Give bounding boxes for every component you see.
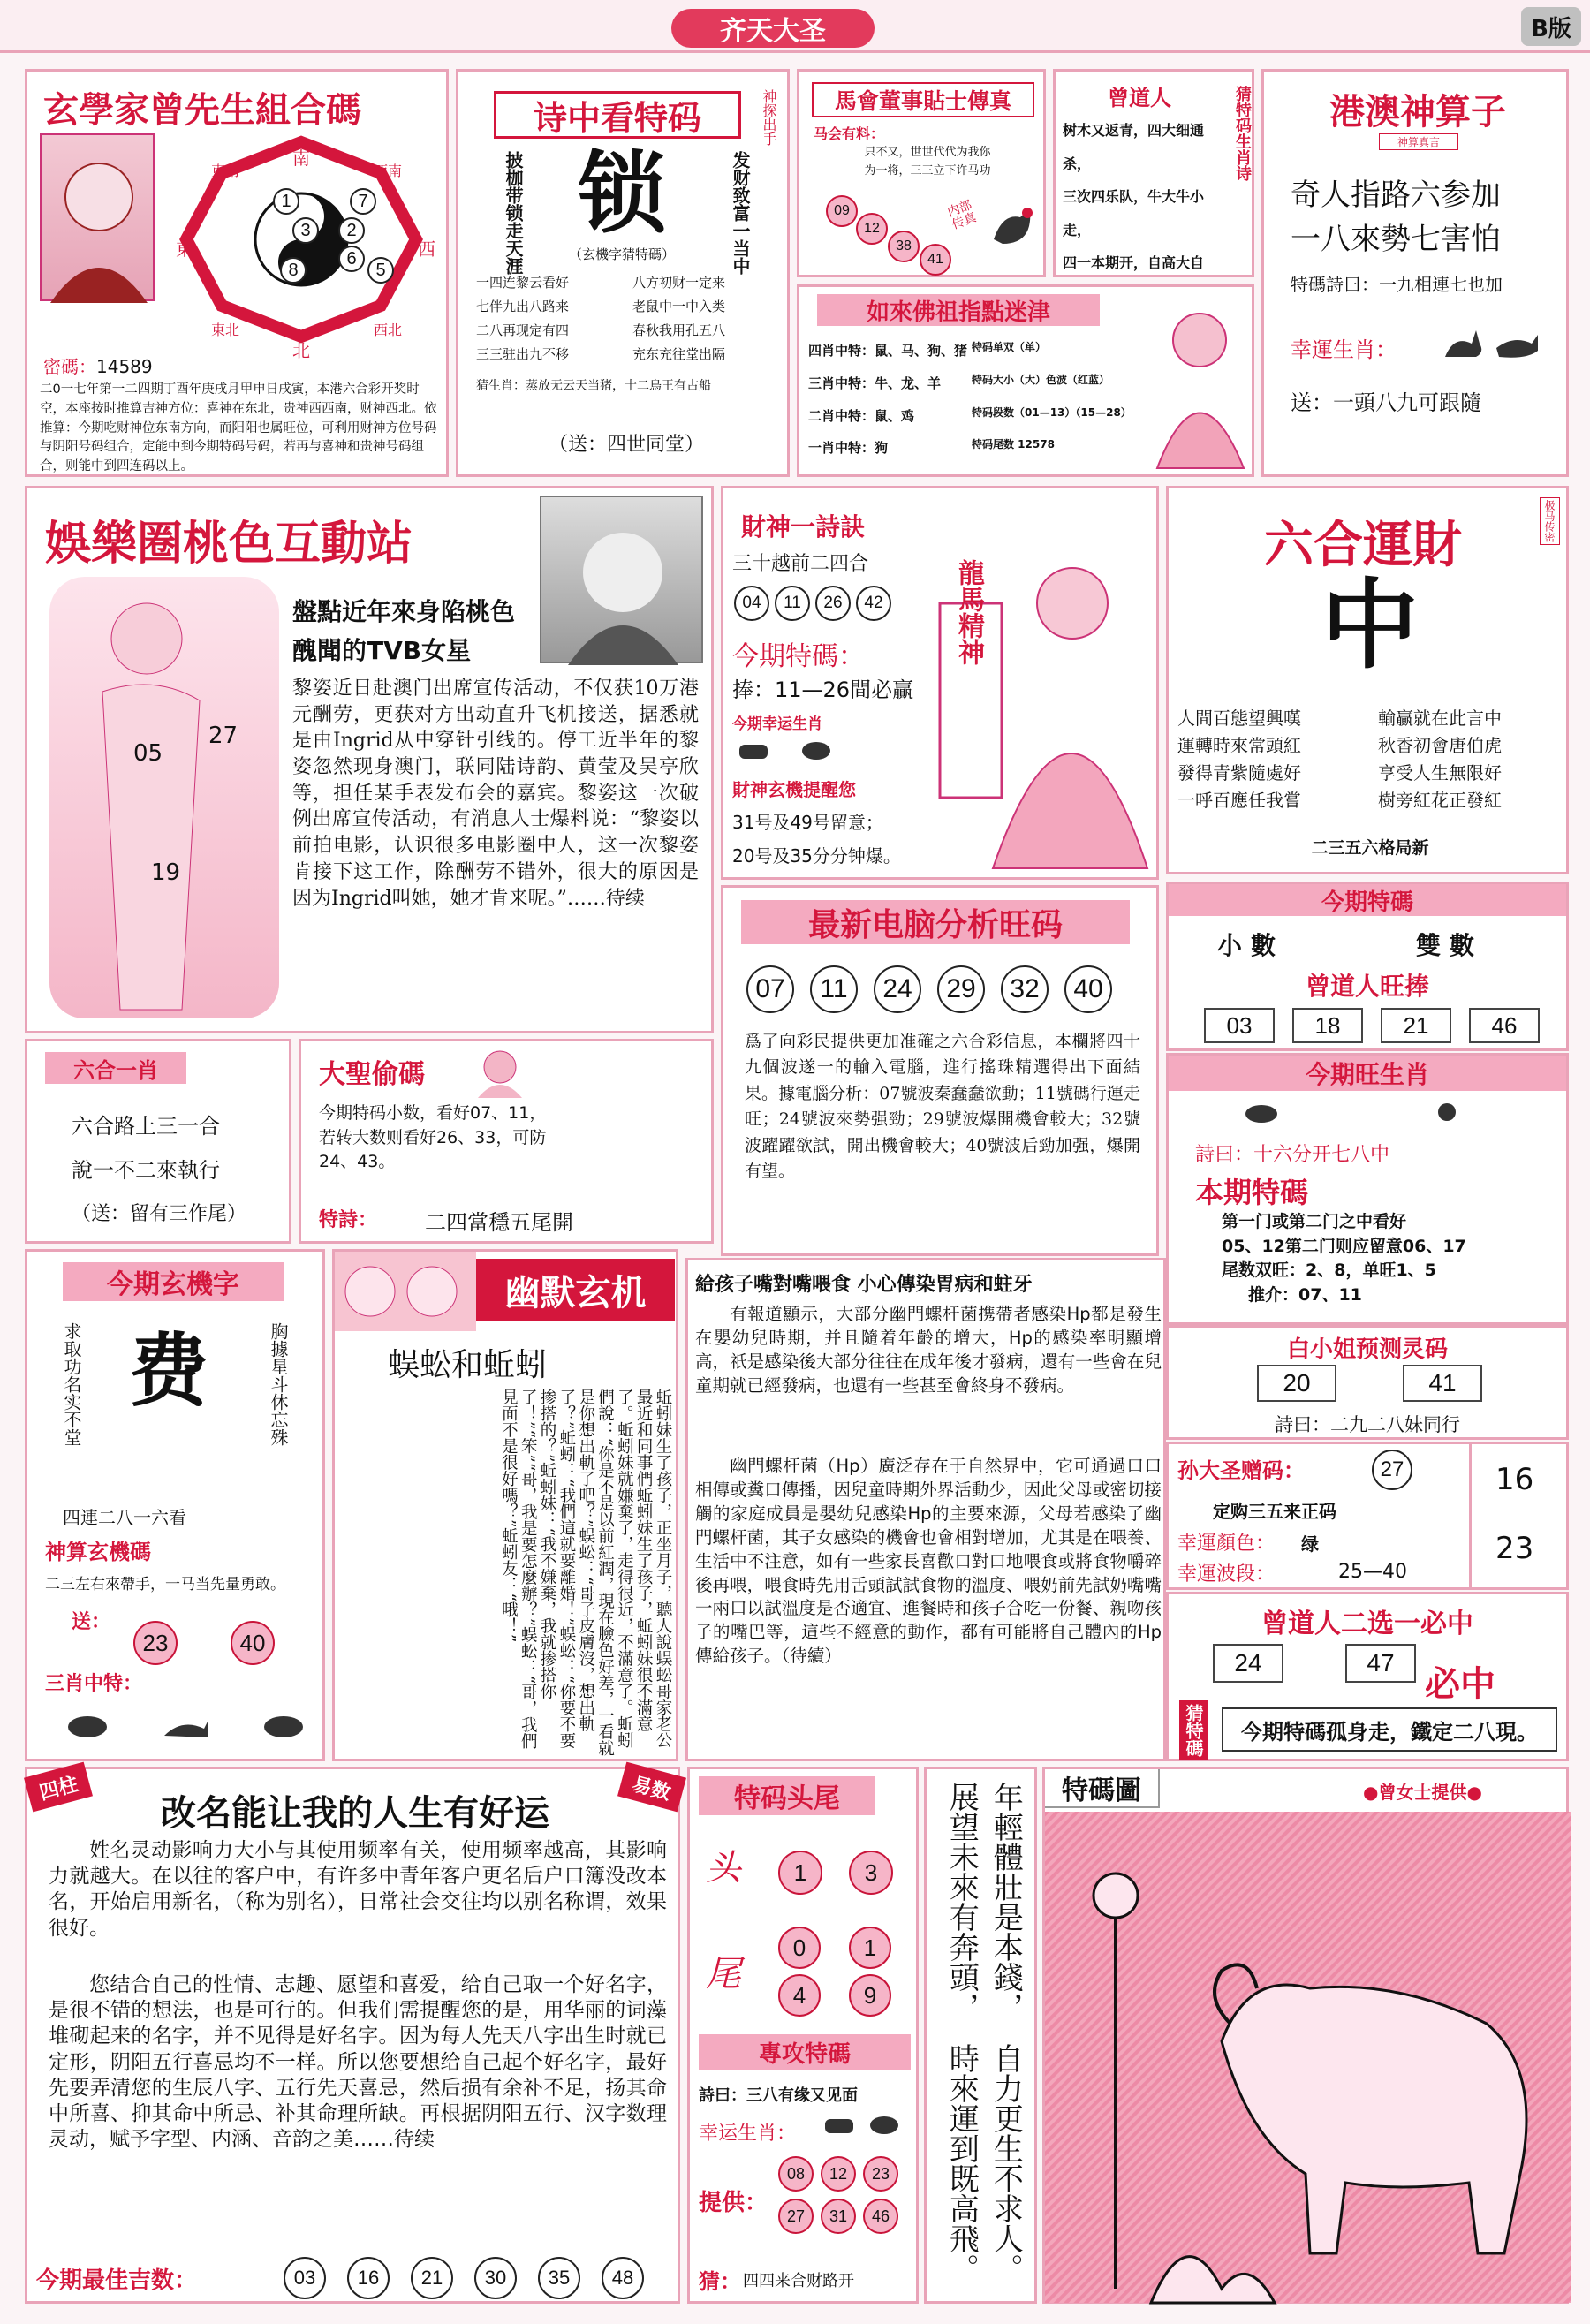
zeng-line-3: 四一本期开，自高大自	[1063, 254, 1205, 272]
health-p2: 幽門螺杆菌（Hp）廣泛存在于自然界中，它可通過口口相傳或糞口傳播，因兒童時期外界活動少，因此父母或密切接觸的家庭成員是嬰幼兒感染Hp的主要來源，父母若感染了幽門螺杆菌，其子女感染的機會也會相對增加，尤其是在喂養、生活中不注意，如有一些家長喜歡口對口地喂食或將食物嚼碎後再喂，喂食時先用舌頭試試食物的溫度、喂奶前先試奶嘴嘴一兩口以試溫度是否適宜、進餐時和孩子合吃一份餐、親吻孩子的嘴巴等，這些不經意的動作，都有可能將自己體內的Hp傳給孩子。（待續）	[695, 1456, 1162, 1667]
poem-line-5: 二八再现定有四	[476, 322, 570, 338]
edition-badge: B版	[1521, 7, 1581, 46]
dir-north: 北	[292, 340, 310, 361]
tail-ball-1: 0	[778, 1927, 821, 1969]
sun-ball: 27	[1372, 1450, 1412, 1490]
wang-lines	[1222, 1210, 1566, 1307]
hk-poem: 特碼詩曰：一九相連七也加	[1291, 274, 1503, 295]
zeng-panel	[1053, 69, 1254, 277]
liuhe-pairs	[1177, 705, 1566, 814]
xuanji-god-title: 神算玄機碼	[45, 1540, 151, 1564]
computer-panel	[721, 885, 1159, 1256]
computer-title: 最新电脑分析旺码	[741, 900, 1130, 944]
tema-box-3: 21	[1381, 1008, 1451, 1043]
dasheng-body: 今期特码小数，看好07、11，若转大数则看好26、33，可防24、43。	[319, 1103, 547, 1172]
caishen-tema: 捧：11—26間必贏	[732, 678, 914, 702]
rename-ball-2: 16	[347, 2257, 390, 2299]
caishen-ball-4: 42	[856, 586, 891, 621]
sheep-drawing-icon	[1045, 1812, 1571, 2303]
verse-c1: 年輕體壯是本錢，	[988, 1782, 1024, 2022]
ent-body: 黎姿近日赴澳门出席宣传活动，不仅获10万港元酬劳，更获对方出动直升飞机接送，据悉就是由Ingrid从中穿针引线的。停工近半年的黎姿忽然现身澳门，联同陆诗韵、黄莹及吴亭欣等，担任某手表发布会的嘉宾。黎姿这一次破例出席宣传活动，有消息人士爆料说：“黎姿以前拍电影，认识很多电影圈中人，这一次黎姿肯接下这工作，除酬劳不错外，很大的原因是因为Ingrid叫她，她才肯来呢。”……待续	[292, 678, 699, 910]
temapic-title: 特碼圖	[1045, 1769, 1160, 1808]
provide-ball-3: 23	[863, 2156, 898, 2192]
liuhe-big: 中	[1321, 568, 1419, 682]
compass-ball-1: 1	[273, 188, 299, 215]
hk-panel	[1261, 69, 1569, 477]
hk-line-1: 奇人指路六参加	[1291, 178, 1501, 213]
zeng-side: 猜特码生肖诗	[1233, 86, 1252, 181]
wang-line-2: 05、12第二门则应留意06、17	[1222, 1236, 1466, 1256]
liuhe-footer: 二三五六格局新	[1311, 838, 1429, 858]
xuanji-ball-2: 40	[231, 1621, 275, 1665]
chairman-ball-3: 38	[888, 231, 920, 262]
caishen-ball-1: 04	[734, 586, 769, 621]
poem-lines	[476, 271, 776, 367]
attack-title: 專攻特碼	[699, 2034, 911, 2070]
liuhe-small-l2: 說一不二來執行	[72, 1158, 220, 1183]
compass-ball-5: 6	[338, 246, 365, 272]
xuanji-big: 费	[129, 1324, 208, 1418]
tema-box-4: 46	[1469, 1008, 1540, 1043]
tema-box-1: 03	[1204, 1008, 1275, 1043]
chairman-stamp: 内部传真	[945, 198, 979, 233]
liuhe-small-panel	[25, 1039, 292, 1244]
sheep-icon-2	[1239, 1100, 1283, 1126]
zeng2-must: 必中	[1425, 1663, 1495, 1705]
provide-ball-2: 12	[821, 2156, 856, 2192]
sun-side-2: 23	[1495, 1531, 1534, 1566]
xuanji-ball-1: 23	[133, 1621, 178, 1665]
head-ball-2: 3	[849, 1851, 893, 1895]
sun-wave: 25—40	[1338, 1561, 1407, 1583]
zeng2-panel	[1166, 1592, 1569, 1761]
mystic-title: 玄學家曾先生組合碼	[43, 89, 361, 131]
rename-ball-5: 35	[538, 2257, 580, 2299]
head-label: 头	[706, 1848, 741, 1889]
wang-line-3: 尾数双旺：2、8，单旺1、5	[1222, 1260, 1436, 1281]
rename-ball-4: 30	[474, 2257, 517, 2299]
buddha-figure-icon	[1148, 296, 1250, 473]
rulai-panel	[797, 284, 1254, 477]
password-value: 14589	[96, 356, 153, 377]
rabbit-icon	[1441, 326, 1485, 361]
sun-wave-label: 幸運波段：	[1177, 1563, 1276, 1586]
humor-sub: 蜈蚣和蚯蚓	[388, 1347, 548, 1383]
guess-text: 四四来合财路开	[743, 2272, 854, 2290]
attack-poem: 詩曰：三八有缘又见面	[699, 2086, 858, 2105]
password-label: 密碼：	[43, 356, 96, 377]
xuanji-left-vert: 求取功名实不堂	[61, 1322, 82, 1446]
hk-send: 送：一頭八九可跟隨	[1291, 390, 1481, 415]
liuhe-small-title: 六合一肖	[45, 1052, 186, 1084]
humor-title: 幽默玄机	[476, 1259, 675, 1321]
monkey-king-icon	[469, 1045, 531, 1098]
sun-panel	[1166, 1442, 1569, 1590]
verse-c4: 時來運到既高飛。	[943, 2043, 980, 2283]
caishen-tema-title: 今期特碼：	[732, 641, 865, 672]
rename-p2: 您结合自己的性情、志趣、愿望和喜爱，给自己取一个好名字，是很不错的想法，也是可行的。但我们需提醒您的是，用华丽的词藻堆砌起来的名字，并不见得是好名字。因为每人先天八字出生时就已定形，阴阳五行喜忌均不一样。所以您要想给自己起个好名字，最好先要弄清您的生辰八字、五行先天喜忌，然后损有余补不足，扬其命中所喜、抑其命中所忌、补其命理所缺。再根据阴阳五行、汉字数理灵动，赋予字型、内涵、音韵之美……待续	[49, 1973, 667, 2152]
headtail-panel	[687, 1767, 919, 2304]
chairman-title: 馬會董事貼士傳真	[812, 82, 1034, 117]
dir-ne: 東北	[211, 322, 240, 338]
rename-ball-6: 48	[602, 2257, 644, 2299]
xiaojie-poem: 詩曰：二九二八妹同行	[1275, 1414, 1460, 1435]
rulai-row-1: 四肖中特：鼠、马、狗、猪 特码单双（单）	[808, 341, 1047, 359]
chairman-panel	[797, 69, 1046, 277]
zeng-line-1: 树木又返青，四大细通杀，	[1063, 122, 1205, 172]
dog-icon	[1492, 326, 1541, 361]
poem-line-8: 充东充往堂出隔	[632, 346, 726, 362]
rulai-rows	[808, 335, 1144, 465]
health-p1: 有報道顯示，大部分幽門螺杆菌携帶者感染Hp都是發生在嬰幼兒時期，并且隨着年齡的增大，Hp的感染率明顯增高，祇是感染後大部分往往在成年後才發病，還有一些會在兒童期就已經發病，也還有一些甚至會終身不發病。	[695, 1304, 1162, 1396]
ox-icon-2	[822, 2112, 858, 2137]
dir-sw: 西南	[374, 163, 403, 179]
computer-body: 爲了向彩民提供更加准確之六合彩信息，本欄將四十九個波遂一的輸入電腦，進行搖珠精選得出下面結果。據電腦分析：07號波秦蠢蠢欲動；11號碼行運走旺；24號波來勢强勁；29號波爆開機會較大；32號波躍躍欲試，開出機會較大；40號波后勁加强，爆開有望。	[745, 1032, 1140, 1182]
liuhe-small-send: （送：留有三作尾）	[72, 1203, 247, 1225]
compass-ball-4: 2	[338, 217, 365, 244]
xiaojie-box-1: 20	[1257, 1365, 1336, 1402]
humor-body: 蚯蚓妹生了孩子，正坐月子，聽人說蜈蚣哥家老公最近和同事們蚯蚓妹生了孩子，蚯蚓妹很不滿意了。蚯蚓妹就嫌棄了，走得很近，不滿意了。蚯蚓們說：“你是不是以前紅潤，現在臉色好差，一看就是你想出軌了吧？”蜈蚣：“哥子皮膚沒，想出軌了？”蚯蚓：“我們這就要離婚！”蜈蚣：“你要不要掺搭的？”蚯蚓妹：“我不嫌棄，我就掺搭你了！”“笨”“哥，我是要怎麼辦？”蜈蚣：“哥，我們見面不是很好嗎？”蚯蚓友：“哦！”	[499, 1389, 672, 1757]
tema-double: 雙數	[1416, 931, 1484, 960]
rename-ball-1: 03	[284, 2257, 326, 2299]
caishen-title: 財神一詩訣	[741, 512, 866, 541]
sun-title: 孙大圣赠码：	[1177, 1458, 1305, 1483]
ent-num-19: 19	[151, 859, 181, 886]
poem-title: 诗中看特码	[494, 91, 741, 139]
ent-num-27: 27	[208, 723, 238, 749]
tema-panel	[1166, 882, 1569, 1051]
liuhe-l2: 運轉時來常頭紅	[1177, 735, 1301, 756]
health-title: 給孩子嘴對嘴喂食 小心傳染胃病和蛀牙	[695, 1274, 1033, 1296]
rooster-icon	[985, 195, 1038, 248]
dir-west: 西	[418, 238, 435, 260]
guess-label: 猜：	[699, 2269, 741, 2294]
poem-left-vert: 披枷带锁走天涯	[503, 151, 524, 275]
hk-title: 港澳神算子	[1329, 91, 1506, 132]
chairman-ball-4: 41	[920, 244, 951, 276]
rulai-title: 如來佛祖指點迷津	[817, 294, 1100, 326]
dir-nw: 西北	[374, 322, 403, 338]
xiaojie-box-2: 41	[1403, 1365, 1482, 1402]
mystic-panel	[25, 69, 449, 477]
hk-line-2: 一八來勢七害怕	[1291, 222, 1501, 257]
liuhe-stamp: 极马传密	[1540, 497, 1560, 545]
zeng2-guess: 猜特碼	[1179, 1700, 1208, 1760]
rename-ball-3: 21	[411, 2257, 453, 2299]
computer-ball-6: 40	[1064, 965, 1112, 1013]
liuhe-panel	[1166, 486, 1569, 874]
password-line	[43, 352, 153, 378]
rulai-row-4: 一肖中特：狗 特码尾数 12578	[808, 438, 1055, 457]
wang-panel	[1166, 1053, 1569, 1325]
zeng2-title: 曾道人二选一必中	[1261, 1609, 1473, 1639]
poem-sub: （玄機字猜特碼）	[568, 246, 675, 262]
rename-badge-right: 易数	[617, 1762, 686, 1813]
tail-ball-2: 1	[849, 1927, 891, 1969]
tema-small: 小數	[1217, 931, 1285, 960]
portrait-figure-icon	[42, 135, 156, 303]
liuhe-l1: 人間百態望興嘆	[1177, 708, 1301, 729]
wang-line-1: 第一门或第二门之中看好	[1222, 1212, 1407, 1231]
zeng2-box-1: 24	[1213, 1644, 1283, 1683]
provide-ball-6: 46	[863, 2199, 898, 2234]
ent-headline-2: 醜聞的TVB女星	[292, 636, 472, 665]
wang-poem: 詩曰：十六分开七八中	[1195, 1144, 1390, 1166]
tema-title: 今期特碼	[1169, 884, 1566, 916]
mystic-text: 二0一七年第一二四期丁酉年庚戌月甲申日戌寅，本港六合彩开奖时空，本座按时推算吉神方位：喜神在东北，贵神西西南，财神西北。依推算：今期吃财神位东南方向，而阳阳也属旺位，可利用财神方位号码与阴阳号码组合，定能中到今期特码号码，若再与喜神和贵神号码组合，则能中到四连码以上。	[40, 382, 437, 473]
sun-side-1: 16	[1495, 1462, 1534, 1497]
dasheng-tema-label: 特詩：	[319, 1209, 378, 1231]
rulai-row-2: 三肖中特：牛、龙、羊 特码大小（大）色波（红蓝）	[808, 373, 1110, 391]
poem-panel	[456, 69, 790, 477]
zeng2-tail: 今期特碼孤身走，鐵定二八現。	[1222, 1707, 1557, 1752]
tail-label: 尾	[706, 1954, 741, 1995]
pig-icon	[257, 1711, 310, 1741]
health-panel	[685, 1258, 1166, 1761]
compass-ball-7: 5	[367, 257, 394, 284]
woman-portrait-icon	[541, 497, 705, 665]
verse-c3: 展望未來有奔頭，	[943, 1782, 980, 2022]
provide-label: 提供：	[699, 2190, 768, 2216]
chairman-ball-1: 09	[826, 195, 858, 227]
tema-box-2: 18	[1292, 1008, 1363, 1043]
compass-ball-6: 8	[280, 257, 307, 284]
liuhe-r4: 樹旁紅花正發紅	[1378, 790, 1502, 811]
liuhe-r1: 輸贏就在此言中	[1378, 708, 1502, 729]
dasheng-tema: 二四當穩五尾開	[425, 1210, 573, 1235]
chairman-sub: 马会有料：	[814, 125, 885, 142]
sun-buy: 定购三五来正码	[1213, 1501, 1336, 1522]
poem-line-6: 春秋我用孔五八	[632, 322, 726, 338]
provide-ball-1: 08	[778, 2156, 814, 2192]
rename-p1: 姓名灵动影响力大小与其使用频率有关，使用频率越高，其影响力就越大。在以往的客户中，有许多中青年客户更名后户口簿没改本名，开始启用新名，（称为别名），日常社会交往均以别名称谓，效果很好。	[49, 1839, 667, 1940]
ent-photo	[540, 496, 703, 663]
xuanji-title: 今期玄機字	[63, 1262, 284, 1301]
dir-south: 南	[292, 148, 310, 169]
bikini-figure-icon	[49, 577, 279, 1018]
xuanji-send: 送：	[72, 1611, 111, 1633]
ent-panel	[25, 486, 714, 1033]
caishen-r1: 31号及49号留意；	[732, 812, 883, 833]
ent-figure	[49, 577, 279, 1018]
caishen-poem: 三十越前二四合	[732, 553, 869, 575]
hk-stamp: 神算真言	[1379, 133, 1458, 150]
portrait	[40, 133, 155, 301]
liuhe-l3: 發得青紫隨處好	[1177, 762, 1301, 783]
attack-lucky: 幸运生肖：	[699, 2123, 797, 2145]
ent-title: 娛樂圈桃色互動站	[45, 517, 413, 571]
ent-headline-1: 盤點近年來身陷桃色	[292, 597, 516, 626]
sheep-icon	[799, 738, 834, 762]
xuanji-right-vert: 胸據星斗休忘殊	[268, 1322, 289, 1446]
zeng2-box-2: 47	[1345, 1644, 1416, 1683]
poem-footer: （送：四世同堂）	[548, 434, 704, 456]
wang-title: 今期旺生肖	[1169, 1056, 1566, 1091]
xuanji-panel	[25, 1249, 325, 1761]
humor-panel	[332, 1249, 678, 1761]
temapic-provider: ●曾女士提供●	[1363, 1782, 1482, 1803]
poem-line-1: 一四连黎云看好	[476, 275, 570, 291]
wang-line-4: 推介：07、11	[1248, 1284, 1362, 1305]
tail-ball-3: 4	[778, 1974, 821, 2017]
header-title: 齐天大圣	[671, 9, 874, 48]
zeng-line-2: 三次四乐队，牛大牛小走，	[1063, 188, 1205, 238]
computer-ball-3: 24	[874, 965, 921, 1013]
provide-ball-4: 27	[778, 2199, 814, 2234]
sun-color-label: 幸運顏色：	[1177, 1533, 1276, 1555]
computer-ball-2: 11	[810, 965, 858, 1013]
verse-panel	[924, 1767, 1037, 2304]
ent-num-05: 05	[133, 740, 163, 767]
humor-cartoon	[335, 1252, 476, 1331]
wang-tema-title: 本期特碼	[1195, 1176, 1309, 1209]
liuhe-title: 六合運財	[1264, 516, 1462, 574]
dasheng-panel	[299, 1039, 714, 1244]
liuhe-r3: 享受人生無限好	[1378, 762, 1502, 783]
computer-ball-1: 07	[746, 965, 794, 1013]
sheep-icon-3	[867, 2112, 902, 2137]
liuhe-r2: 秋香初會唐伯虎	[1378, 735, 1502, 756]
provide-ball-5: 31	[821, 2199, 856, 2234]
tail-ball-4: 9	[849, 1974, 891, 2017]
verse-c2: 自力更生不求人。	[988, 2043, 1024, 2283]
rename-badge-left: 四柱	[24, 1762, 93, 1813]
ox-icon	[737, 738, 772, 762]
sun-color: 绿	[1301, 1533, 1319, 1555]
computer-ball-4: 29	[937, 965, 985, 1013]
poem-side: 神探出手	[761, 89, 777, 146]
zeng-title: 曾道人	[1108, 85, 1171, 110]
poem-line-2: 八方初财一定来	[632, 275, 726, 291]
caishen-scroll: 龍馬精神	[953, 559, 984, 665]
rename-panel	[25, 1767, 680, 2304]
xiaojie-panel	[1166, 1325, 1569, 1440]
xuanji-sanxiao: 三肖中特：	[45, 1673, 143, 1695]
rulai-row-3: 二肖中特：鼠、鸡 特码段数（01—13）（15—28）	[808, 405, 1132, 424]
poem-big-char: 锁	[578, 141, 666, 246]
caishen-panel	[721, 486, 1159, 880]
compass-ball-3: 3	[292, 217, 319, 244]
chairman-text: 只不又，世世代代为我你 为一将，三三立下许马功	[864, 146, 991, 178]
rat-icon	[63, 1711, 116, 1741]
temapic-panel	[1042, 1767, 1569, 2304]
xuanji-god: 二三左右來帶手，一马当先量勇敢。	[45, 1576, 285, 1593]
computer-ball-5: 32	[1001, 965, 1049, 1013]
poem-right-vert: 发财致富一当中	[730, 151, 751, 275]
poem-note: 猜生肖：蒸放无云天当猪，十二鳥王有古船	[476, 379, 711, 393]
caishen-r2: 20号及35分分钟爆。	[732, 845, 901, 867]
poem-line-7: 三三驻出九不移	[476, 346, 570, 362]
poem-line-3: 七伴九出八路来	[476, 299, 570, 314]
dir-east: 東	[176, 238, 193, 260]
poem-line-4: 老鼠中一中入类	[632, 299, 726, 314]
rename-lucky-label: 今期最佳吉数：	[36, 2267, 198, 2294]
caishen-remind-title: 財神玄機提醒您	[732, 779, 856, 800]
compass-ball-2: 7	[350, 188, 376, 215]
dir-se: 東南	[211, 163, 240, 179]
rename-title: 改名能让我的人生有好运	[161, 1792, 549, 1834]
tema-zeng-title: 曾道人旺捧	[1305, 972, 1429, 1001]
chairman-ball-2: 12	[856, 213, 888, 245]
hk-lucky: 幸運生肖：	[1291, 337, 1397, 362]
xuanji-poem: 四連二八一六看	[63, 1507, 186, 1528]
caishen-ball-3: 26	[815, 586, 851, 621]
caishen-lucky: 今期幸运生肖	[732, 715, 822, 733]
dog-icon-2	[160, 1711, 213, 1741]
head-ball-1: 1	[778, 1851, 822, 1895]
monkey-icon	[1425, 1100, 1469, 1126]
headtail-title: 特码头尾	[699, 1776, 875, 1815]
cartoon-faces-icon	[335, 1252, 476, 1331]
liuhe-small-l1: 六合路上三一合	[72, 1114, 220, 1139]
xiaojie-title: 白小姐预测灵码	[1286, 1336, 1448, 1363]
dasheng-title: 大聖偷碼	[319, 1059, 425, 1090]
caishen-ball-2: 11	[775, 586, 810, 621]
liuhe-l4: 一呼百應任我嘗	[1177, 790, 1301, 811]
